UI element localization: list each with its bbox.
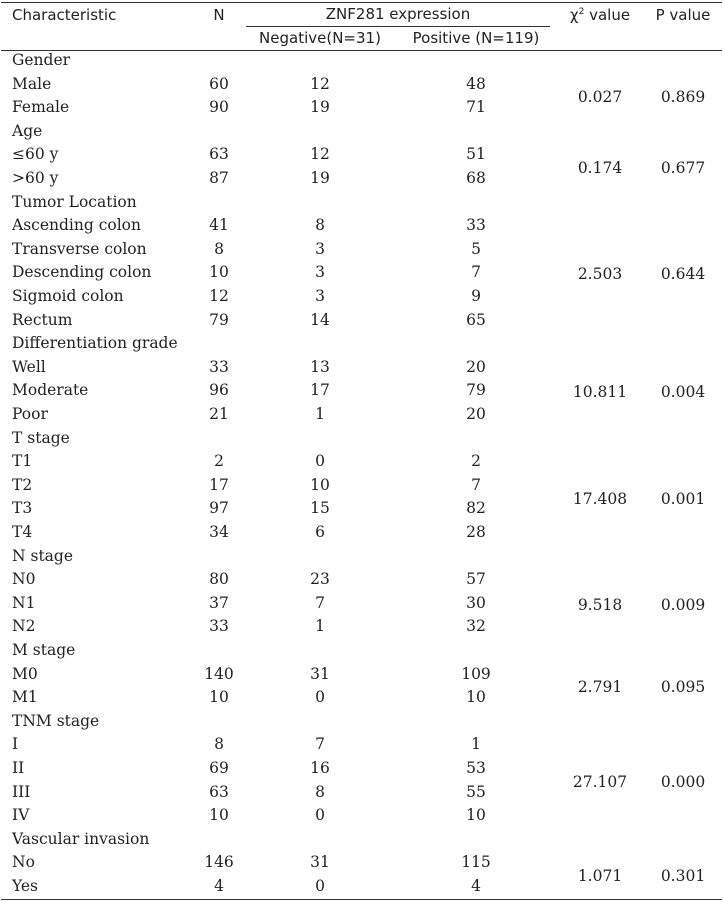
row-label: T4 [12, 523, 33, 541]
row-negative: 19 [310, 169, 330, 187]
row-n: 80 [209, 570, 229, 589]
header-positive: Positive (N=119) [412, 29, 540, 47]
row-label: N2 [12, 617, 36, 636]
row-negative: 10 [310, 475, 330, 494]
row-n: 12 [209, 287, 229, 305]
row-positive: 82 [466, 499, 486, 518]
row-label: Descending colon [12, 263, 152, 282]
row-label: T1 [12, 452, 33, 471]
table-frame [1, 2, 722, 900]
row-negative: 17 [310, 381, 330, 400]
group-title: Age [12, 121, 43, 140]
row-label: II [12, 759, 25, 777]
row-label: Yes [12, 877, 39, 895]
group-title: TNM stage [12, 711, 100, 730]
group-chi-value: 0.174 [577, 159, 623, 178]
row-positive: 55 [466, 782, 486, 801]
row-positive: 48 [466, 74, 486, 93]
chi-word: value [584, 6, 631, 24]
row-n: 8 [214, 239, 224, 258]
row-label: III [12, 782, 31, 801]
row-label: M1 [12, 688, 38, 707]
row-label: N0 [12, 570, 36, 589]
row-positive: 115 [461, 853, 491, 872]
group-p-value: 0.644 [660, 265, 706, 284]
row-n: 97 [209, 499, 229, 518]
row-positive: 65 [466, 310, 486, 329]
row-label: T2 [12, 475, 33, 494]
row-label: Female [12, 98, 70, 117]
row-negative: 12 [310, 145, 330, 164]
row-negative: 1 [315, 405, 325, 423]
row-n: 33 [209, 617, 229, 636]
row-negative: 8 [315, 216, 325, 235]
group-p-value: 0.001 [660, 489, 706, 508]
group-chi-value: 2.503 [577, 265, 623, 284]
row-positive: 1 [471, 735, 481, 754]
row-n: 63 [209, 782, 229, 801]
row-n: 41 [209, 216, 229, 235]
group-title: N stage [12, 546, 74, 565]
row-negative: 31 [310, 853, 330, 872]
row-negative: 23 [310, 570, 330, 589]
row-positive: 10 [466, 688, 486, 707]
row-n: 21 [209, 405, 229, 423]
row-label: N1 [12, 593, 36, 612]
row-n: 10 [209, 806, 229, 825]
row-positive: 68 [466, 169, 486, 187]
row-negative: 7 [315, 735, 325, 754]
row-positive: 7 [471, 475, 481, 494]
row-negative: 3 [315, 287, 325, 305]
header-p-value: P value [655, 6, 711, 24]
group-p-value: 0.009 [660, 595, 706, 614]
row-positive: 71 [466, 98, 486, 117]
group-chi-value: 27.107 [572, 772, 628, 791]
group-chi-value: 2.791 [577, 678, 623, 697]
row-n: 60 [209, 74, 229, 93]
row-negative: 1 [315, 617, 325, 636]
row-negative: 0 [315, 806, 325, 825]
row-positive: 33 [466, 216, 486, 235]
row-negative: 0 [315, 452, 325, 471]
row-negative: 14 [310, 310, 330, 329]
row-negative: 13 [310, 357, 330, 376]
row-positive: 53 [466, 759, 486, 777]
row-positive: 30 [466, 593, 486, 612]
group-chi-value: 1.071 [577, 867, 623, 886]
row-positive: 10 [466, 806, 486, 825]
group-p-value: 0.677 [660, 159, 706, 178]
row-negative: 8 [315, 782, 325, 801]
row-positive: 20 [466, 405, 486, 423]
row-n: 87 [209, 169, 229, 187]
row-positive: 2 [471, 452, 481, 471]
row-negative: 3 [315, 263, 325, 282]
row-positive: 57 [466, 570, 486, 589]
group-title: Differentiation grade [12, 334, 178, 353]
row-negative: 19 [310, 98, 330, 117]
row-positive: 32 [466, 617, 486, 636]
row-negative: 6 [315, 523, 325, 541]
chi-superscript: 2 [578, 7, 585, 17]
row-negative: 7 [315, 593, 325, 612]
row-n: 96 [209, 381, 229, 400]
header-characteristic: Characteristic [12, 6, 117, 24]
row-n: 2 [214, 452, 224, 471]
row-positive: 9 [471, 287, 481, 305]
row-label: Ascending colon [12, 216, 141, 235]
row-positive: 79 [466, 381, 486, 400]
row-label: Moderate [12, 381, 89, 400]
group-p-value: 0.004 [660, 383, 706, 402]
row-label: Male [12, 74, 52, 93]
row-negative: 0 [315, 688, 325, 707]
row-n: 69 [209, 759, 229, 777]
row-n: 10 [209, 688, 229, 707]
row-label: Sigmoid colon [12, 287, 124, 305]
group-title: Tumor Location [12, 192, 137, 211]
row-negative: 15 [310, 499, 330, 518]
row-label: Well [12, 357, 46, 376]
header-n: N [213, 6, 225, 24]
row-label: Rectum [12, 310, 73, 329]
row-positive: 28 [466, 523, 486, 541]
row-label: M0 [12, 664, 38, 683]
group-chi-value: 0.027 [577, 88, 623, 107]
row-label: No [12, 853, 35, 872]
row-n: 63 [209, 145, 229, 164]
row-negative: 3 [315, 239, 325, 258]
row-positive: 5 [471, 239, 481, 258]
row-label: >60 y [12, 169, 59, 187]
group-header-rule [246, 26, 550, 27]
row-label: T3 [12, 499, 33, 518]
chi-symbol: χ [569, 6, 579, 24]
group-title: T stage [12, 428, 70, 447]
group-title: Vascular invasion [12, 829, 150, 848]
row-positive: 51 [466, 145, 486, 164]
row-n: 140 [204, 664, 234, 683]
group-title: Gender [12, 51, 71, 69]
row-label: IV [12, 806, 30, 825]
row-n: 33 [209, 357, 229, 376]
row-n: 79 [209, 310, 229, 329]
row-n: 90 [209, 98, 229, 117]
row-n: 10 [209, 263, 229, 282]
header-znf281-expression: ZNF281 expression [325, 5, 471, 23]
row-n: 4 [214, 877, 224, 895]
row-negative: 31 [310, 664, 330, 683]
group-chi-value: 17.408 [572, 489, 628, 508]
row-negative: 16 [310, 759, 330, 777]
group-title: M stage [12, 641, 76, 659]
row-negative: 0 [315, 877, 325, 895]
group-p-value: 0.869 [660, 88, 706, 107]
row-positive: 4 [471, 877, 481, 895]
group-p-value: 0.000 [660, 772, 706, 791]
row-positive: 109 [461, 664, 491, 683]
row-n: 37 [209, 593, 229, 612]
group-p-value: 0.095 [660, 678, 706, 697]
row-positive: 20 [466, 357, 486, 376]
row-n: 17 [209, 475, 229, 494]
row-n: 146 [204, 853, 234, 872]
row-label: Transverse colon [12, 239, 147, 258]
row-negative: 12 [310, 74, 330, 93]
row-n: 34 [209, 523, 229, 541]
row-n: 8 [214, 735, 224, 754]
row-label: ≤60 y [12, 145, 59, 164]
header-chi-square [560, 6, 640, 24]
header-negative: Negative(N=31) [259, 29, 381, 47]
group-p-value: 0.301 [660, 867, 706, 886]
group-chi-value: 10.811 [572, 383, 628, 402]
row-positive: 7 [471, 263, 481, 282]
row-label: I [12, 735, 19, 754]
header-rule [1, 50, 722, 51]
group-chi-value: 9.518 [577, 595, 623, 614]
row-label: Poor [12, 405, 48, 423]
